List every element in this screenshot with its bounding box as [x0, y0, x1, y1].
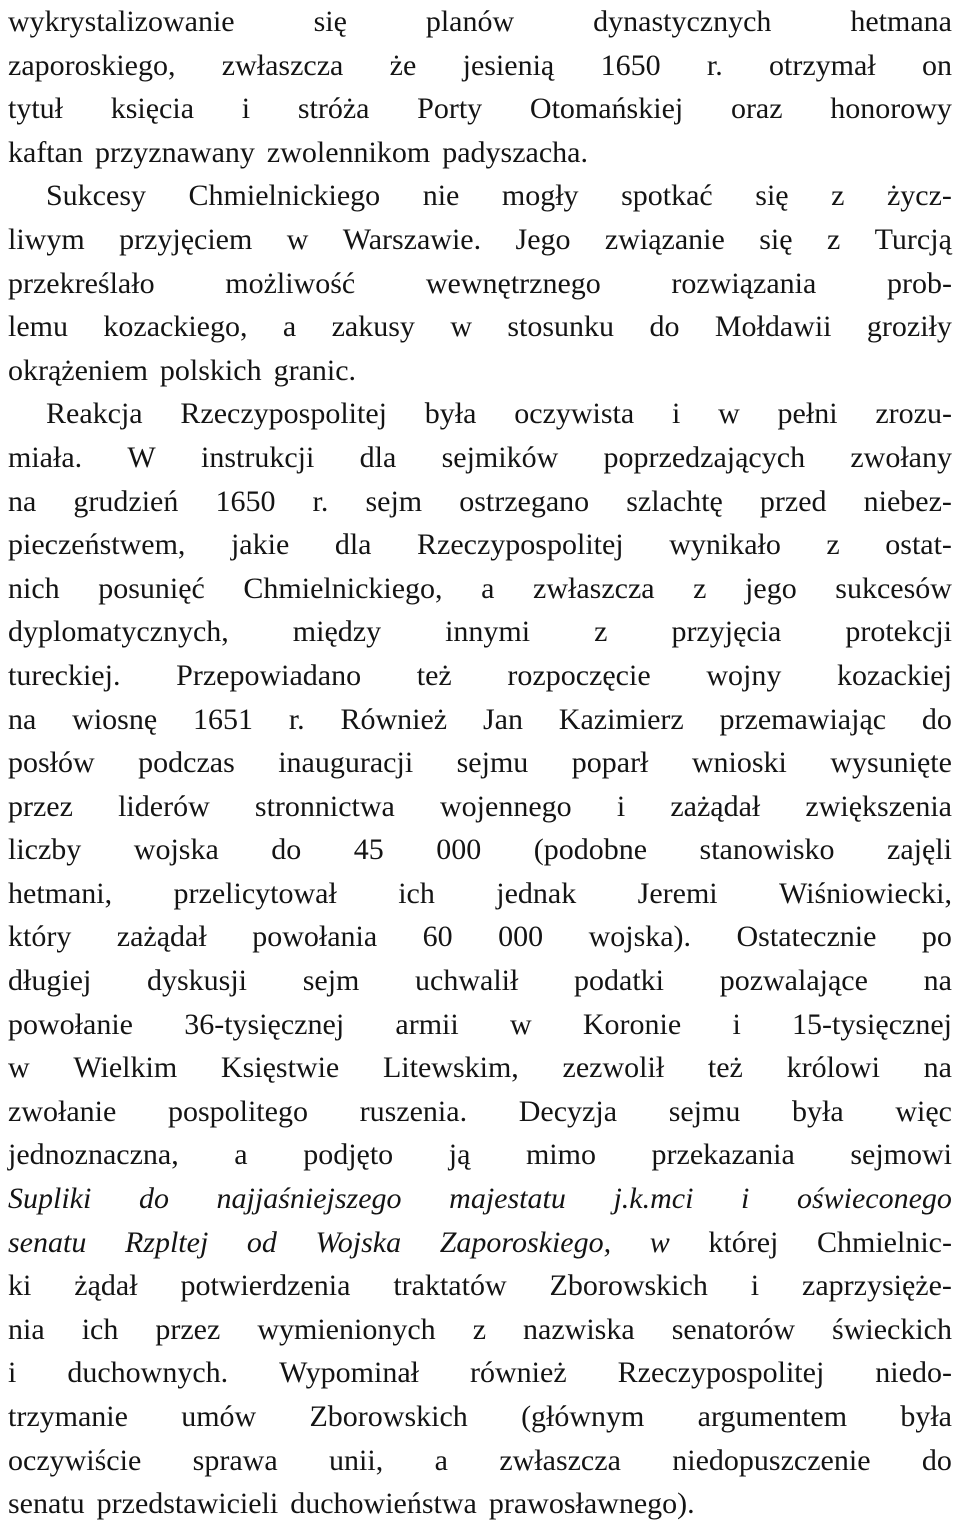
text-word: również [470, 1356, 567, 1390]
text-word: się [755, 179, 789, 213]
text-word: i [241, 92, 251, 126]
text-word: wymienionych [257, 1312, 436, 1346]
text-word: też [416, 658, 452, 692]
text-word: jego [745, 571, 797, 605]
text-word: Wypominał [279, 1356, 420, 1390]
text-word: poparł [571, 746, 649, 780]
text-word: rozpoczęcie [507, 658, 651, 692]
text-word: grudzień [73, 484, 179, 518]
text-word: oczywiście [8, 1443, 142, 1477]
text-line [8, 1439, 952, 1483]
text-word: tytuł [8, 92, 64, 126]
text-line [8, 0, 952, 44]
text-word: przemawiając [719, 702, 887, 736]
text-word: 1650 [600, 48, 661, 82]
text-line [8, 1308, 952, 1352]
text-word: inauguracji [278, 746, 414, 780]
text-word: podjęto [303, 1138, 394, 1172]
document-page [8, 0, 952, 1526]
text-word: planów [425, 5, 515, 38]
text-line [8, 1482, 952, 1526]
text-word: który [8, 920, 72, 954]
text-word: przyjęcia [671, 615, 782, 649]
text-word: najjaśniejszego [216, 1182, 402, 1216]
text-word: lemu [8, 310, 68, 344]
text-word: przyjęciem [119, 222, 253, 256]
text-word: była [792, 1094, 844, 1128]
text-word: a [234, 1138, 248, 1172]
text-word: dyskusji [147, 964, 248, 998]
text-word: przelicytował [173, 876, 337, 910]
text-line [8, 480, 952, 524]
text-word: (podobne [533, 833, 648, 867]
text-word: kaftan [8, 135, 83, 169]
text-line [8, 785, 952, 829]
text-line [8, 174, 952, 218]
text-word: a [282, 310, 297, 344]
text-word: wiosnę [72, 702, 158, 736]
text-word: Otomańskiej [529, 92, 684, 126]
text-word: miała. [8, 440, 83, 474]
text-word: na [923, 964, 952, 998]
text-word: pozwalające [719, 964, 868, 998]
text-word: Koronie [582, 1007, 682, 1041]
text-line [8, 654, 952, 698]
text-word: księcia [110, 92, 195, 126]
text-word: Rzeczypospolitej [417, 528, 624, 562]
text-line [8, 1221, 952, 1265]
text-word: otrzymał [769, 48, 876, 82]
text-word: pospolitego [167, 1094, 308, 1128]
text-word: ostrzegano [459, 484, 590, 518]
text-word: ją [448, 1138, 471, 1172]
text-line [8, 349, 952, 393]
text-word: duchownych. [67, 1356, 229, 1390]
text-word: sejmu [668, 1094, 741, 1128]
text-line [8, 1351, 952, 1395]
text-word: się [759, 222, 793, 256]
text-word: przedstawicieli [96, 1487, 279, 1521]
text-word: Jego [515, 222, 571, 256]
text-word: zakusy [331, 310, 415, 344]
text-word: do [271, 833, 302, 867]
text-word: stanowisko [699, 833, 835, 867]
text-line [8, 218, 952, 262]
text-word: dyplomatycznych, [8, 615, 229, 649]
text-word: dla [359, 440, 397, 474]
text-word: zwolennikom [266, 135, 431, 169]
text-word: na [8, 484, 37, 518]
text-word: też [707, 1051, 743, 1085]
text-line [8, 1090, 952, 1134]
text-line [8, 392, 952, 436]
text-word: 36-tysięcznej [184, 1007, 345, 1041]
text-word: hetmani, [8, 876, 113, 910]
text-word: w [649, 1225, 670, 1259]
text-word: w [509, 1007, 532, 1041]
text-word: Rzpltej [124, 1225, 209, 1259]
text-word: 000 [498, 920, 544, 954]
text-word: zwłaszcza [221, 48, 344, 82]
text-word: więc [895, 1094, 952, 1128]
text-word: 1650 [215, 484, 276, 518]
text-line [8, 1177, 952, 1221]
text-word: i [741, 1182, 750, 1216]
text-word: i [8, 1356, 17, 1390]
text-word: stróża [297, 92, 370, 126]
text-word: życz- [886, 179, 952, 213]
text-word: Zaporoskiego, [439, 1225, 612, 1259]
text-word: 15-tysięcznej [792, 1007, 952, 1041]
text-word: w [286, 222, 309, 256]
text-word: nazwiska [523, 1312, 635, 1346]
text-word: kozackiego, [103, 310, 248, 344]
text-word: a [434, 1443, 448, 1477]
text-line [8, 698, 952, 742]
text-word: ostat- [885, 528, 952, 562]
text-word: mimo [525, 1138, 596, 1172]
text-word: od [246, 1225, 277, 1259]
text-word: 45 [353, 833, 384, 867]
text-word: senatu [8, 1225, 87, 1259]
text-word: sejmików [441, 440, 559, 474]
text-word: przekazania [651, 1138, 795, 1172]
text-word: posłów [8, 746, 95, 780]
text-word: liwym [8, 222, 85, 256]
text-word: nich [8, 571, 60, 605]
text-word: i [671, 397, 681, 431]
text-word: Turcją [874, 222, 952, 256]
text-line [8, 959, 952, 1003]
text-word: Księstwie [220, 1051, 340, 1085]
text-word: poprzedzających [603, 440, 806, 474]
text-word: przekreślało [8, 266, 155, 300]
text-word: (głównym [521, 1400, 645, 1433]
text-word: oświeconego [796, 1182, 952, 1216]
text-word: Kazimierz [558, 702, 684, 736]
text-word: możliwość [225, 266, 356, 300]
text-word: z [594, 615, 608, 649]
text-word: zwłaszcza [499, 1443, 621, 1477]
text-word: wojska). [588, 920, 692, 954]
text-word: z [693, 571, 707, 605]
text-word: Wojska [315, 1225, 402, 1259]
text-word: okrążeniem [8, 353, 148, 387]
text-word: między [292, 615, 382, 649]
text-word: granic. [273, 353, 357, 387]
text-word: Sukcesy [46, 179, 146, 213]
text-word: duchowieństwa [290, 1487, 477, 1521]
text-word: do [921, 702, 952, 736]
text-word: niedo- [875, 1356, 952, 1390]
text-word: z [826, 222, 841, 256]
text-word: podczas [138, 746, 235, 780]
text-word: Ostatecznie [736, 920, 877, 954]
text-word: traktatów [393, 1269, 507, 1303]
text-word: Zborowskich [549, 1269, 708, 1303]
text-word: 60 [422, 920, 453, 954]
text-line [8, 523, 952, 567]
text-word: Decyzja [518, 1094, 618, 1128]
text-word: dla [334, 528, 372, 562]
text-word: była [900, 1400, 952, 1433]
text-word: ich [81, 1312, 119, 1346]
text-word: jednak [496, 876, 577, 910]
text-word: r. [288, 702, 305, 736]
text-word: uchwalił [415, 964, 519, 998]
text-word: przez [155, 1312, 221, 1346]
text-word: zwłaszcza [533, 571, 655, 605]
text-word: i [750, 1269, 760, 1303]
text-word: Chmielnickiego [188, 179, 381, 213]
text-word: i [616, 789, 626, 823]
text-word: Wielkim [73, 1051, 178, 1085]
text-word: zażądał [670, 789, 761, 823]
text-word: kozackiej [837, 658, 952, 692]
text-word: z [472, 1312, 487, 1346]
text-word: wynikało [669, 528, 781, 562]
text-word: Mołdawii [714, 310, 832, 344]
text-word: Supliki [8, 1182, 92, 1216]
text-word: powołania [252, 920, 378, 954]
text-word: posunięć [98, 571, 205, 605]
text-line [8, 1046, 952, 1090]
text-word: w [450, 310, 472, 344]
text-word: dynastycznych [593, 5, 772, 38]
text-word: świeckich [832, 1312, 952, 1346]
text-line [8, 915, 952, 959]
text-word: Chmielnic- [816, 1225, 952, 1259]
text-word: sejmowi [850, 1138, 952, 1172]
text-word: Rzeczypospolitej [180, 397, 387, 431]
text-word: Zborowskich [309, 1400, 468, 1433]
text-word: w [8, 1051, 30, 1085]
text-word: liczby [8, 833, 82, 867]
text-line [8, 305, 952, 349]
text-word: r. [312, 484, 329, 518]
text-word: innymi [445, 615, 531, 649]
text-word: wysunięte [830, 746, 952, 780]
text-word: na [923, 1051, 952, 1085]
text-word: wojennego [440, 789, 572, 823]
text-word: zezwolił [562, 1051, 665, 1085]
text-word: zwołanie [8, 1094, 117, 1128]
text-line [8, 1264, 952, 1308]
text-word: instrukcji [201, 440, 315, 474]
text-line [8, 262, 952, 306]
text-word: groziły [866, 310, 952, 344]
text-word: zażądał [116, 920, 207, 954]
text-word: Litewskim, [382, 1051, 519, 1085]
text-word: żądał [74, 1269, 138, 1303]
text-word: niedopuszczenie [672, 1443, 871, 1477]
text-line [8, 131, 952, 175]
text-word: sprawa [192, 1443, 278, 1477]
text-word: i [732, 1007, 741, 1041]
text-word: na [8, 702, 37, 736]
text-line [8, 828, 952, 872]
text-word: była [424, 397, 477, 431]
text-word: pieczeństwem, [8, 528, 186, 562]
text-word: sukcesów [835, 571, 952, 605]
text-word: powołanie [8, 1007, 133, 1041]
text-word: Reakcja [46, 397, 143, 431]
text-word: honorowy [830, 92, 952, 126]
text-word: stosunku [507, 310, 615, 344]
text-word: zwiększenia [805, 789, 952, 823]
text-word: prob- [886, 266, 952, 300]
text-word: on [921, 48, 952, 82]
text-word: zrozu- [875, 397, 952, 431]
text-word: że [389, 48, 417, 82]
text-word: długiej [8, 964, 92, 998]
text-word: Porty [417, 92, 483, 126]
text-word: umów [181, 1400, 257, 1433]
text-line [8, 741, 952, 785]
text-word: trzymanie [8, 1400, 128, 1433]
text-word: protekcji [845, 615, 952, 649]
text-line [8, 610, 952, 654]
text-word: w [718, 397, 740, 431]
text-word: prawosławnego). [488, 1487, 695, 1521]
text-word: polskich [159, 353, 262, 387]
text-word: przed [759, 484, 827, 518]
text-line [8, 436, 952, 480]
text-word: 1651 [192, 702, 253, 736]
text-word: wojska [133, 833, 219, 867]
text-word: zaprzysięże- [802, 1269, 952, 1303]
text-word: z [831, 179, 845, 213]
text-line [8, 567, 952, 611]
text-line [8, 44, 952, 88]
text-word: Wiśniowiecki, [779, 876, 952, 910]
text-word: się [313, 5, 347, 38]
text-word: armii [395, 1007, 459, 1041]
text-word: Jeremi [637, 876, 718, 910]
text-word: hetmana [850, 5, 952, 38]
text-word: senatorów [671, 1312, 795, 1346]
text-word: ruszenia. [359, 1094, 468, 1128]
text-word: majestatu [449, 1182, 566, 1216]
text-word: sejm [302, 964, 360, 998]
text-word: królowi [786, 1051, 880, 1085]
text-word: spotkać [621, 179, 713, 213]
text-word: niebez- [863, 484, 952, 518]
text-word: tureckiej. [8, 658, 121, 692]
text-word: potwierdzenia [180, 1269, 351, 1303]
text-word: oczywista [514, 397, 635, 431]
text-word: pełni [777, 397, 838, 431]
text-word: do [921, 1443, 952, 1477]
text-word: sejmu [456, 746, 529, 780]
text-word: po [921, 920, 952, 954]
text-word: rozwiązania [671, 266, 817, 300]
text-line [8, 87, 952, 131]
text-word: zaporoskiego, [8, 48, 176, 82]
text-word: Również [340, 702, 448, 736]
text-word: zajęli [887, 833, 952, 867]
text-word: Jan [482, 702, 523, 736]
text-word: oraz [730, 92, 783, 126]
text-word: nie [422, 179, 460, 213]
text-word: W [127, 440, 156, 474]
text-word: jakie [230, 528, 290, 562]
text-word: ki [8, 1269, 32, 1303]
text-word: r. [706, 48, 723, 82]
text-word: której [708, 1225, 779, 1259]
text-word: Rzeczypospolitej [617, 1356, 825, 1390]
text-word: jesienią [462, 48, 555, 82]
text-word: do [649, 310, 680, 344]
text-word: przyznawany [94, 135, 255, 169]
text-word: zwołany [850, 440, 952, 474]
text-word: wojny [706, 658, 782, 692]
text-line [8, 1395, 952, 1439]
text-word: wnioski [691, 746, 787, 780]
text-word: podatki [574, 964, 665, 998]
text-word: argumentem [697, 1400, 848, 1433]
text-line [8, 1003, 952, 1047]
text-word: Chmielnickiego, [243, 571, 443, 605]
text-word: wewnętrznego [425, 266, 601, 300]
text-word: sejm [365, 484, 423, 518]
text-word: Przepowiadano [176, 658, 362, 692]
text-word: senatu [8, 1487, 85, 1521]
text-line [8, 1133, 952, 1177]
text-word: do [138, 1182, 169, 1216]
text-word: liderów [118, 789, 210, 823]
text-word: a [481, 571, 495, 605]
text-line [8, 872, 952, 916]
text-word: wykrystalizowanie [8, 5, 235, 38]
text-word: padyszacha. [442, 135, 588, 169]
text-word: szlachtę [626, 484, 723, 518]
text-word: 000 [436, 833, 482, 867]
text-word: mogły [501, 179, 579, 213]
text-word: nia [8, 1312, 45, 1346]
text-word: ich [398, 876, 435, 910]
text-word: stronnictwa [254, 789, 395, 823]
text-word: Warszawie. [342, 222, 482, 256]
text-word: przez [8, 789, 73, 823]
text-word: unii, [329, 1443, 384, 1477]
text-word: j.k.mci [613, 1182, 694, 1216]
text-word: z [826, 528, 840, 562]
text-word: jednoznaczna, [8, 1138, 179, 1172]
text-word: związanie [604, 222, 725, 256]
